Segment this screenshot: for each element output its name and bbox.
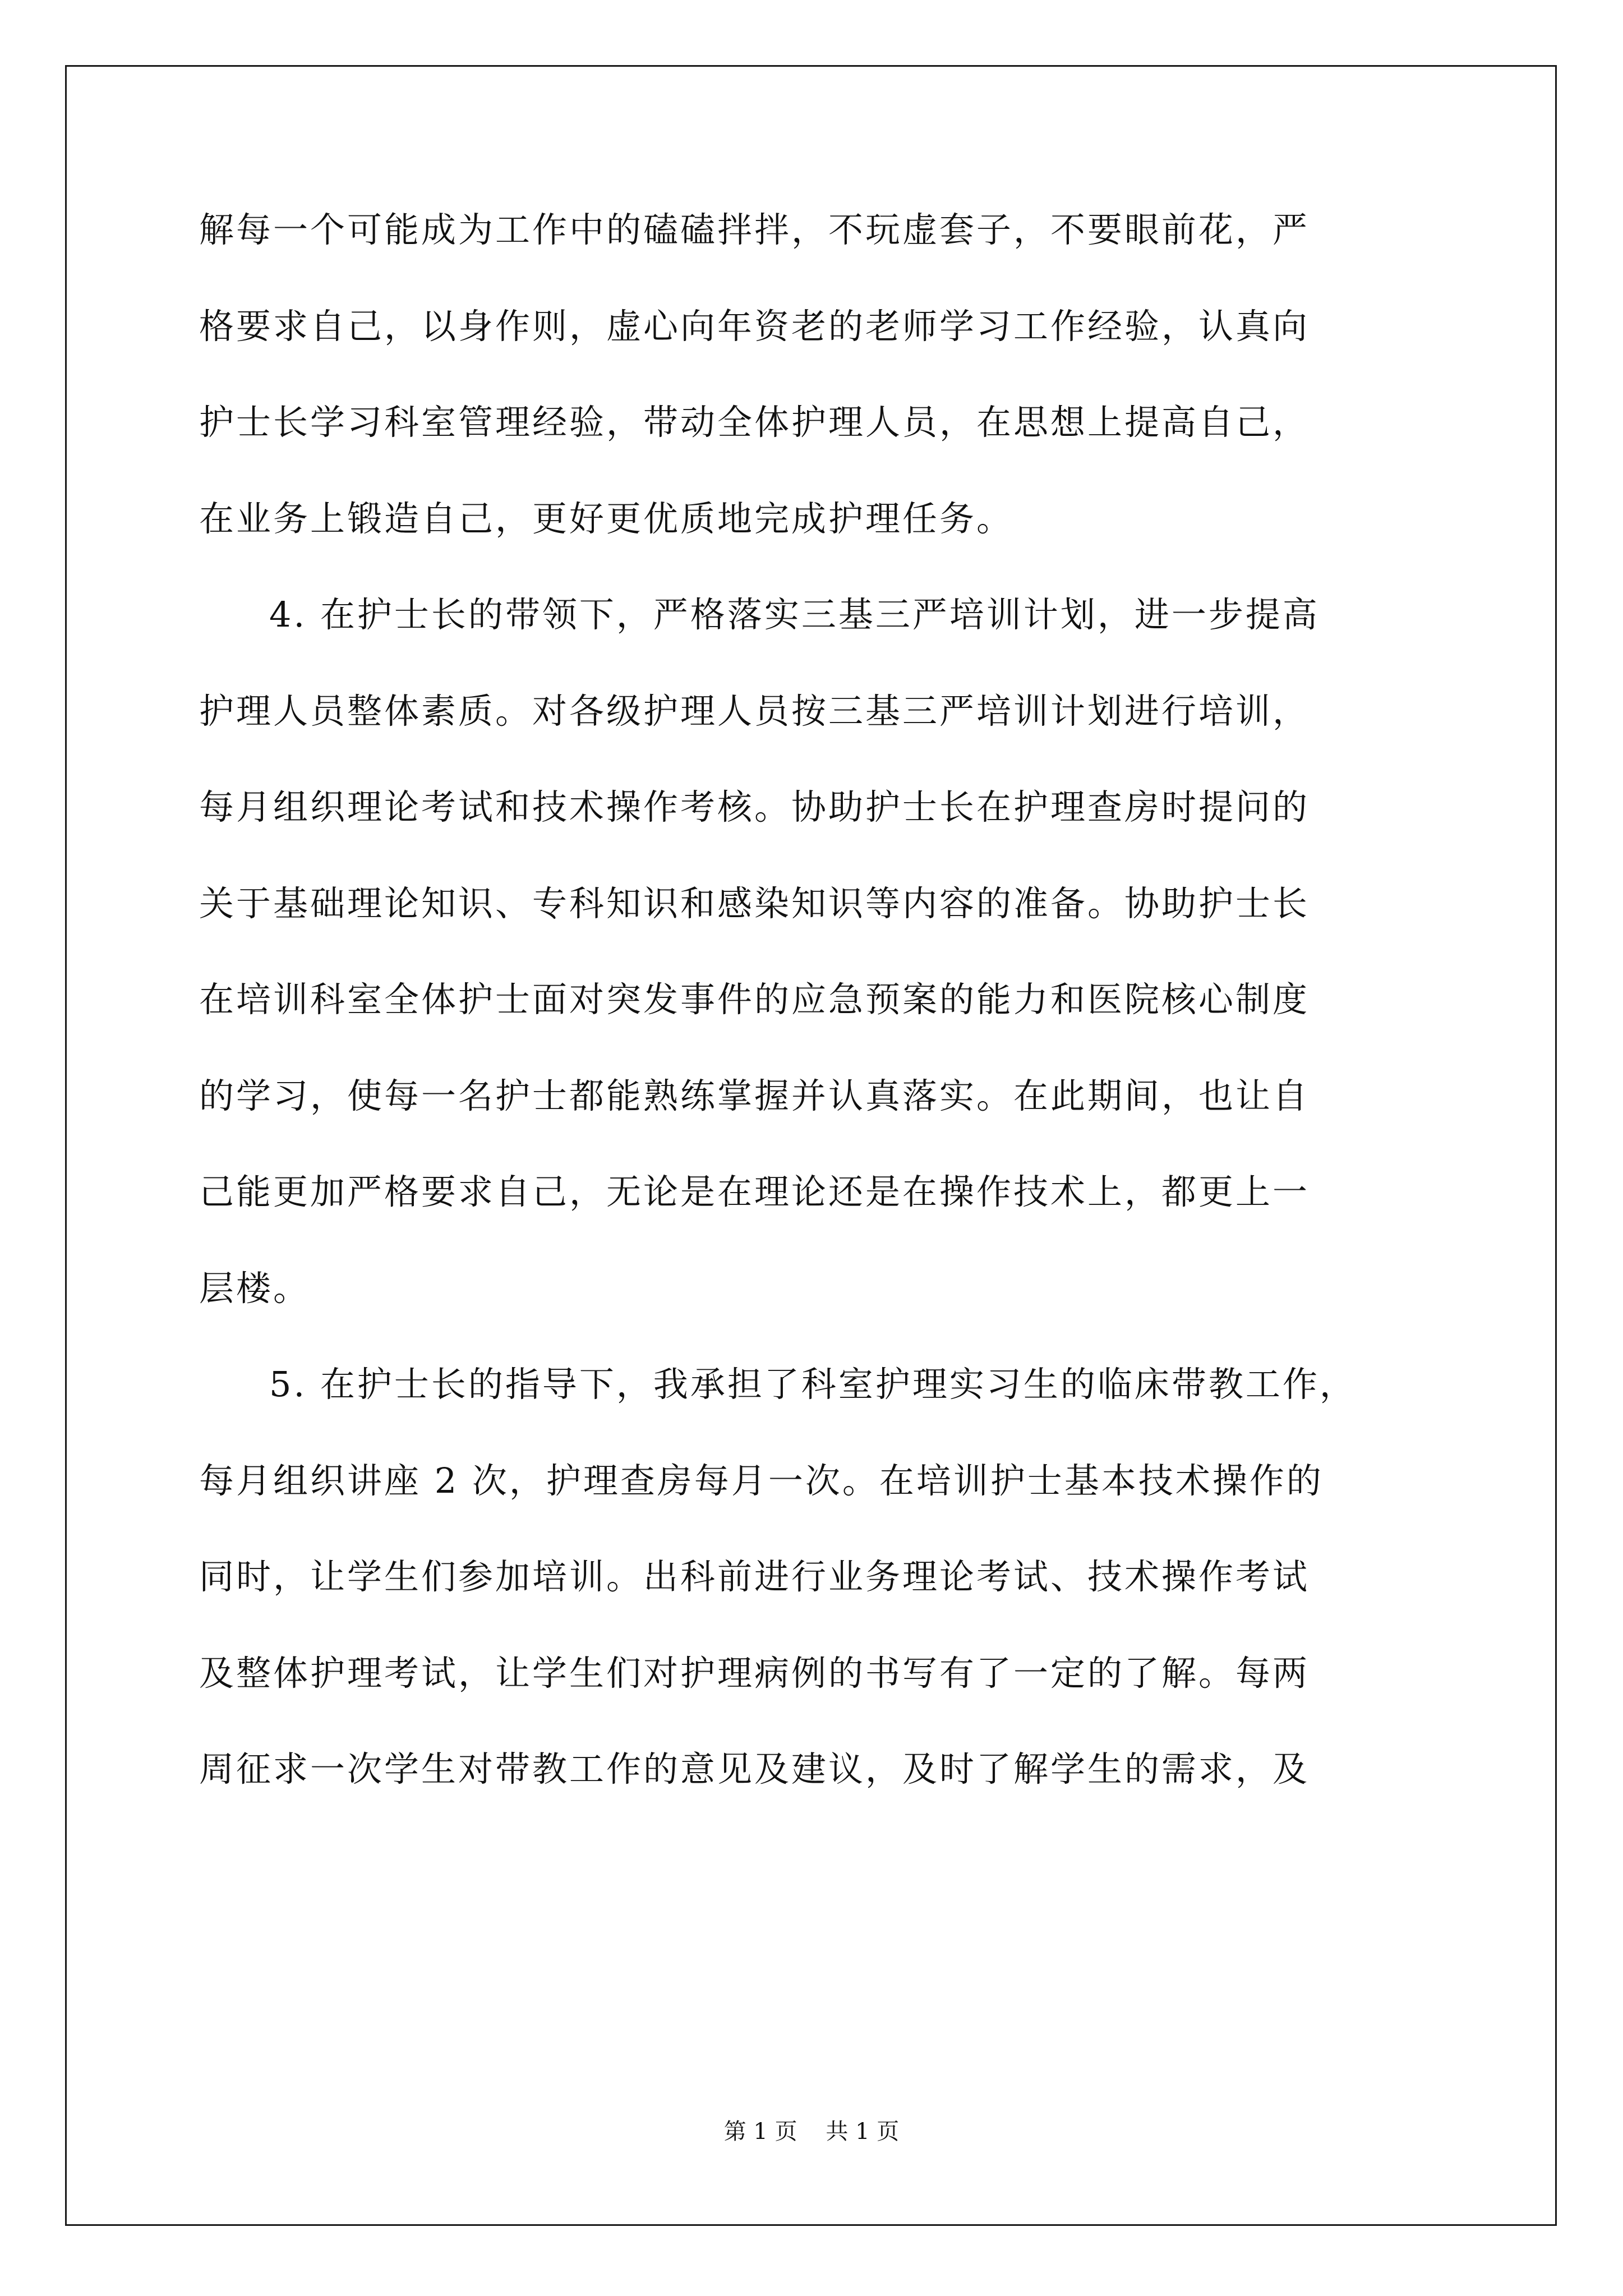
text-line: 每月组织讲座 2 次，护理查房每月一次。在培训护士基本技术操作的 — [199, 1460, 1324, 1501]
text-line: 层楼。 — [199, 1267, 311, 1309]
text-line: 格要求自己，以身作则，虚心向年资老的老师学习工作经验，认真向 — [199, 305, 1310, 347]
text-line: 的学习，使每一名护士都能熟练掌握并认真落实。在此期间，也让自 — [199, 1075, 1310, 1116]
text-line: 每月组织理论考试和技术操作考核。协助护士长在护理查房时提问的 — [199, 786, 1310, 827]
text-line: 关于基础理论知识、专科知识和感染知识等内容的准备。协助护士长 — [199, 882, 1310, 924]
paragraph-5-first-line: 5. 在护士长的指导下，我承担了科室护理实习生的临床带教工作， — [269, 1364, 1357, 1405]
text-line: 同时，让学生们参加培训。出科前进行业务理论考试、技术操作考试 — [199, 1556, 1310, 1597]
paragraph-4-first-line: 4. 在护士长的带领下，严格落实三基三严培训计划，进一步提高 — [269, 594, 1320, 635]
text-line: 护士长学习科室管理经验，带动全体护理人员，在思想上提高自己， — [199, 402, 1310, 443]
text-line: 护理人员整体素质。对各级护理人员按三基三严培训计划进行培训， — [199, 690, 1310, 731]
text-line: 己能更加严格要求自己，无论是在理论还是在操作技术上，都更上一 — [199, 1171, 1310, 1212]
document-body — [199, 199, 1433, 1835]
text-line: 在培训科室全体护士面对突发事件的应急预案的能力和医院核心制度 — [199, 979, 1310, 1020]
text-line: 及整体护理考试，让学生们对护理病例的书写有了一定的了解。每两 — [199, 1652, 1310, 1694]
text-line: 周征求一次学生对带教工作的意见及建议，及时了解学生的需求，及 — [199, 1749, 1310, 1789]
page-number-label: 第 1 页 共 1 页 — [723, 2119, 900, 2145]
text-line: 在业务上锻造自己，更好更优质地完成护理任务。 — [199, 498, 1014, 539]
text-line: 解每一个可能成为工作中的磕磕拌拌，不玩虚套子，不要眼前花，严 — [199, 209, 1310, 250]
page-footer — [0, 2118, 1623, 2146]
